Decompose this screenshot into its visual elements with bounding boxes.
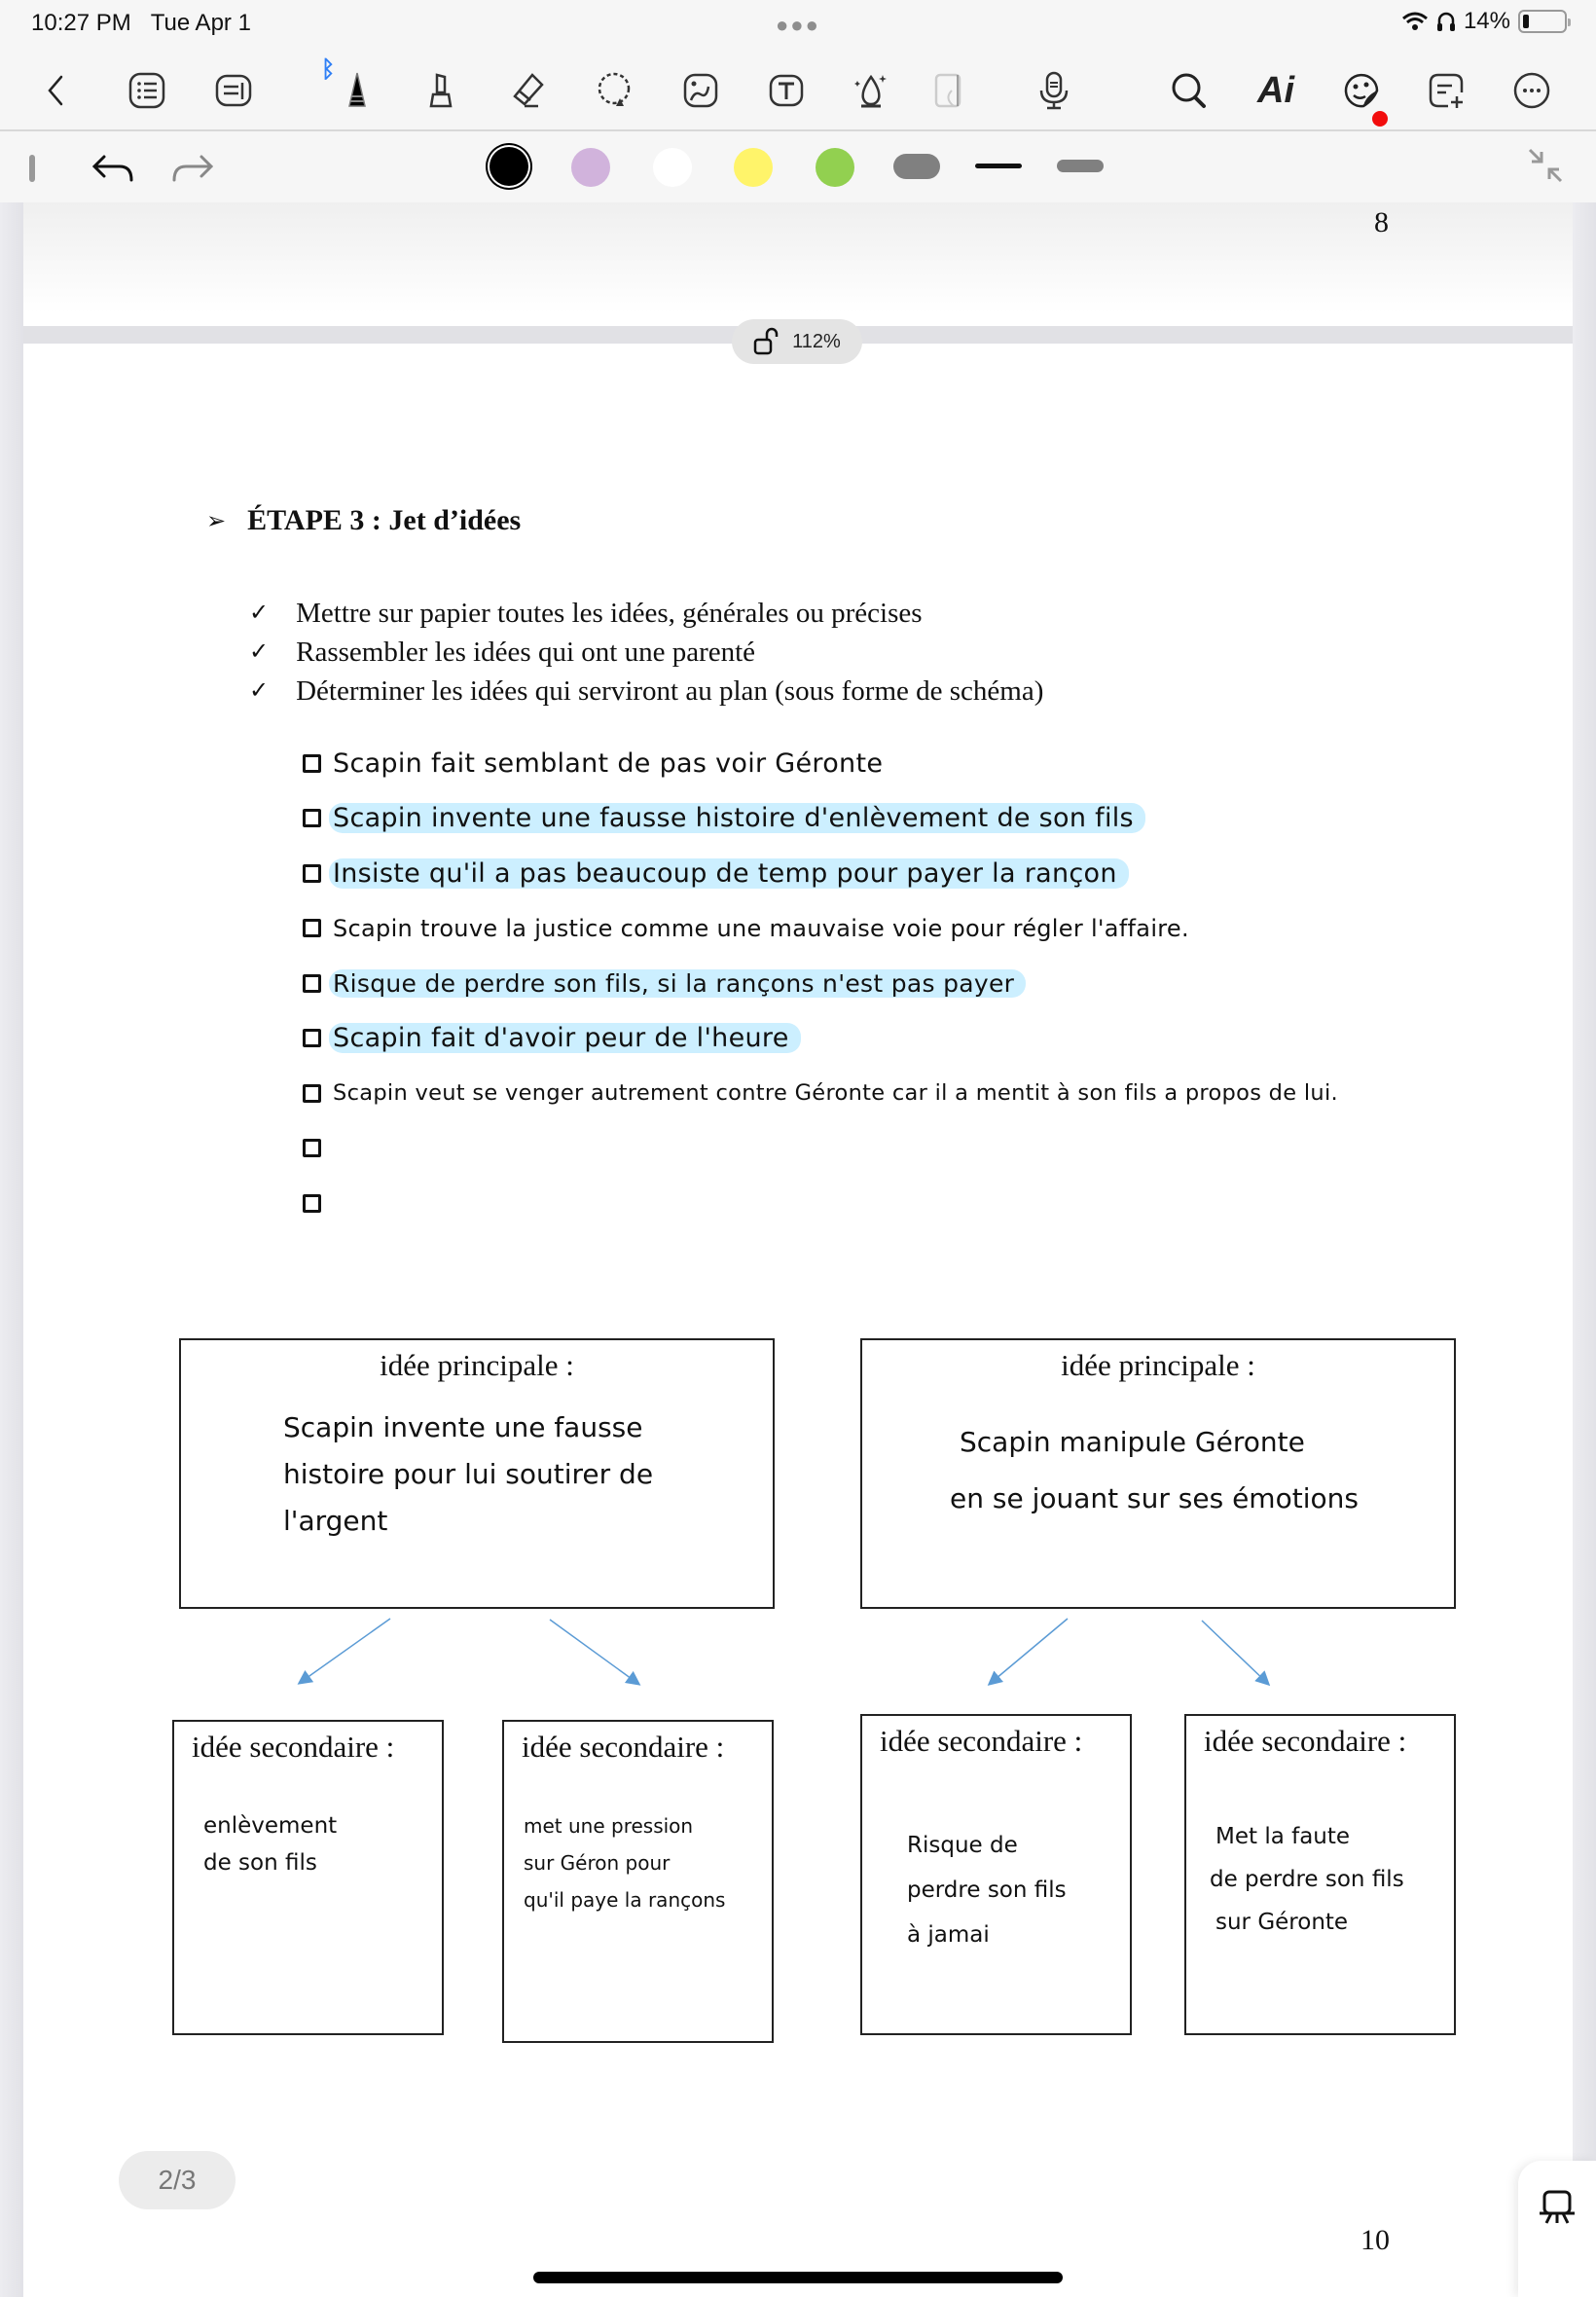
secondary-idea-box-2	[502, 1720, 774, 2043]
checkbox[interactable]	[303, 974, 321, 993]
panel-icon	[212, 69, 255, 112]
checkmark-icon: ✓	[249, 678, 270, 704]
stroke-width-medium[interactable]	[1057, 160, 1104, 172]
highlighter-icon	[419, 69, 462, 112]
page-indicator[interactable]: 2/3	[119, 2151, 236, 2209]
bluetooth-icon: ᛒ	[321, 56, 336, 83]
secondary-idea-title: idée secondaire :	[1204, 1724, 1407, 1758]
more-icon	[1510, 69, 1553, 112]
checkbox[interactable]	[303, 864, 321, 883]
back-button[interactable]	[34, 68, 79, 113]
main-idea-text: Scapin invente une fausse histoire pour lui soutirer de l'argent	[283, 1411, 654, 1537]
multitasking-dots[interactable]: ●●●	[776, 13, 820, 37]
sticker-button[interactable]	[1339, 68, 1384, 113]
idea-item: Risque de perdre son fils, si la rançons n'est pas payer	[303, 956, 1350, 1011]
secondary-idea-title: idée secondaire :	[880, 1724, 1083, 1758]
checkbox[interactable]	[303, 1029, 321, 1047]
unlock-icon	[753, 327, 780, 356]
page-layout-button[interactable]	[211, 68, 256, 113]
main-idea-box-2	[860, 1338, 1456, 1609]
secondary-idea-text: Risque de perdre son fils à jamai	[907, 1833, 1067, 1948]
sticker-icon	[1340, 69, 1383, 112]
section-heading	[206, 504, 521, 537]
magic-shape-icon	[850, 69, 892, 112]
idea-item-empty	[303, 1121, 1350, 1177]
idea-item: Scapin fait semblant de pas voir Géronte	[303, 736, 1350, 791]
instruction-checklist	[249, 594, 1043, 711]
secondary-idea-box-3	[860, 1714, 1132, 2035]
redo-button[interactable]	[167, 149, 216, 188]
crop-tool-button[interactable]	[929, 68, 974, 113]
status-time: 10:27 PM Tue Apr 1	[31, 10, 251, 36]
right-margin	[1573, 202, 1596, 2297]
crop-icon	[930, 69, 973, 112]
shapes-tool-button[interactable]	[849, 68, 893, 113]
search-button[interactable]	[1167, 68, 1212, 113]
idea-item: Scapin fait d'avoir peur de l'heure	[303, 1011, 1350, 1067]
collapse-icon	[1526, 146, 1565, 185]
microphone-icon	[1033, 69, 1075, 112]
status-bar	[0, 0, 1596, 47]
outline-button[interactable]	[125, 68, 169, 113]
checkbox[interactable]	[303, 919, 321, 937]
eraser-tool-button[interactable]	[504, 68, 549, 113]
search-icon	[1168, 69, 1211, 112]
add-page-button[interactable]	[1424, 68, 1469, 113]
battery-percent: 14%	[1463, 8, 1510, 34]
wifi-icon	[1401, 11, 1429, 32]
checklist-item: ✓ Déterminer les idées qui serviront au plan (sous forme de schéma)	[249, 672, 1043, 711]
redo-icon	[168, 151, 215, 186]
zoom-level: 112%	[792, 330, 841, 352]
secondary-idea-title: idée secondaire :	[192, 1730, 395, 1764]
lasso-icon	[593, 69, 635, 112]
headphones-icon	[1436, 11, 1456, 32]
battery-icon	[1518, 10, 1567, 33]
projector-icon	[1538, 2188, 1577, 2227]
checkbox[interactable]	[303, 1084, 321, 1103]
secondary-idea-text: enlèvement de son fils	[203, 1813, 338, 1876]
presentation-mode-button[interactable]	[1518, 2161, 1596, 2297]
checklist-item: ✓ Rassembler les idées qui ont une parenté	[249, 633, 1043, 672]
checklist-item: ✓ Mettre sur papier toutes les idées, générales ou précises	[249, 594, 1043, 633]
checkbox[interactable]	[303, 1139, 321, 1157]
toolbar-drag-handle[interactable]	[27, 149, 37, 188]
lasso-tool-button[interactable]	[592, 68, 636, 113]
idea-item-empty	[303, 1176, 1350, 1231]
page-number: 10	[1360, 2224, 1390, 2256]
pen-settings-toolbar	[0, 131, 1596, 202]
pen-icon	[336, 69, 379, 112]
chevron-left-icon	[35, 69, 78, 112]
checkbox[interactable]	[303, 754, 321, 773]
secondary-idea-box-4	[1184, 1714, 1456, 2035]
more-button[interactable]	[1509, 68, 1554, 113]
add-note-icon	[1425, 69, 1468, 112]
previous-page	[23, 202, 1573, 326]
stroke-width-thick[interactable]	[893, 154, 940, 179]
idea-item: Scapin invente une fausse histoire d'enlèvement de son fils	[303, 791, 1350, 847]
color-swatch-lavender[interactable]	[571, 148, 610, 187]
stroke-width-thin[interactable]	[975, 164, 1022, 168]
highlighter-tool-button[interactable]	[418, 68, 463, 113]
notification-badge	[1372, 111, 1388, 127]
secondary-idea-box-1	[172, 1720, 444, 2035]
undo-icon	[91, 151, 137, 186]
main-idea-text: Scapin manipule Géronte en se jouant sur ses émotions	[950, 1426, 1359, 1514]
ai-button[interactable]	[1253, 68, 1298, 113]
image-icon	[679, 69, 722, 112]
main-idea-title: idée principale :	[1061, 1348, 1255, 1382]
zoom-indicator[interactable]	[732, 319, 862, 364]
color-swatch-yellow[interactable]	[734, 148, 773, 187]
pen-tool-button[interactable]	[335, 68, 380, 113]
text-box-icon	[765, 69, 808, 112]
color-swatch-black[interactable]	[490, 147, 528, 186]
collapse-toolbar-button[interactable]	[1524, 146, 1567, 185]
undo-button[interactable]	[90, 149, 138, 188]
previous-page-number: 8	[1374, 206, 1389, 238]
list-icon	[126, 69, 168, 112]
heading-text: ÉTAPE 3 : Jet d’idées	[247, 504, 522, 536]
main-idea-box-1	[179, 1338, 775, 1609]
secondary-idea-text: met une pression sur Géron pour qu'il paye la rançons	[524, 1814, 726, 1912]
idea-item: Scapin trouve la justice comme une mauvaise voie pour régler l'affaire.	[303, 901, 1350, 957]
image-tool-button[interactable]	[678, 68, 723, 113]
main-toolbar	[0, 47, 1596, 131]
text-tool-button[interactable]	[764, 68, 809, 113]
secondary-idea-title: idée secondaire :	[522, 1730, 725, 1764]
eraser-icon	[505, 69, 548, 112]
color-swatch-green[interactable]	[816, 148, 854, 187]
idea-item: Insiste qu'il a pas beaucoup de temp pour payer la rançon	[303, 846, 1350, 901]
checkmark-icon: ✓	[249, 601, 270, 626]
main-idea-title: idée principale :	[380, 1348, 574, 1382]
ai-icon: Ai	[1257, 69, 1294, 111]
checkbox[interactable]	[303, 1194, 321, 1213]
color-swatch-white[interactable]	[653, 148, 692, 187]
home-indicator[interactable]	[533, 2272, 1063, 2283]
idea-item: Scapin veut se venger autrement contre Géronte car il a mentit à son fils a propos de lui.	[303, 1066, 1350, 1121]
secondary-idea-text: Met la faute de perdre son fils sur Géronte	[1210, 1824, 1404, 1935]
microphone-button[interactable]	[1032, 68, 1076, 113]
checkbox[interactable]	[303, 809, 321, 827]
handwritten-idea-list	[303, 736, 1350, 1231]
arrow-bullet-icon: ➢	[206, 508, 227, 534]
checkmark-icon: ✓	[249, 639, 270, 665]
left-margin	[0, 202, 23, 2297]
